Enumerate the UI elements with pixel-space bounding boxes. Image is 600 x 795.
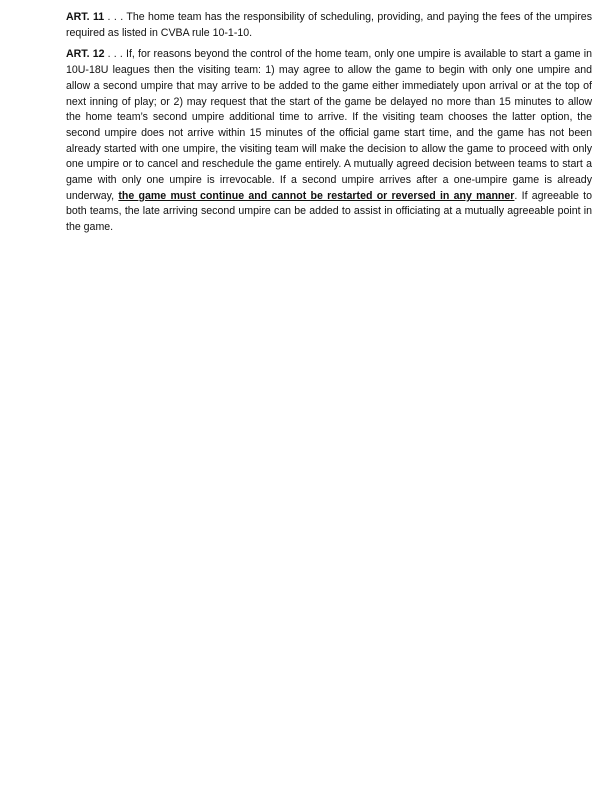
article-12-lead: . . .: [104, 48, 127, 61]
article-11-lead: . . .: [104, 11, 127, 23]
article-11-text: The home team has the responsibility of scheduling, providing, and paying the fees of the umpires required as listed in CVBA rule 10-1-10.: [66, 11, 592, 39]
article-12: [66, 47, 592, 235]
article-11: [66, 10, 592, 41]
document-page: [66, 10, 592, 242]
article-12-text-before: If, for reasons beyond the control of the home team, only one umpire is available to start a game in 10U-18U leagues then the visiting team: 1) may agree to allow the game to begin with only one umpire and allow a second umpire that may arrive to be added to the game either immediately upon arrival or at the top of next inning of play; or 2) may request that the start of the game be delayed no more than 15 minutes to allow the home team’s second umpire additional time to arrive. If the visiting team chooses the latter option, the second umpire does not arrive within 15 minutes of the official game start time, and the game has not been already started with one umpire, the visiting team will make the decision to allow the game to proceed with only one umpire or to cancel and reschedule the game entirely. A mutually agreed decision between teams to start a game with only one umpire is irrevocable. If a second umpire arrives after a one-umpire game is already underway,: [66, 48, 592, 202]
article-12-text-after: . If agreeable to both teams, the late arriving second umpire can be added to assist in officiating at a mutually agreeable point in the game.: [66, 189, 592, 234]
article-11-label: ART. 11: [66, 11, 105, 23]
article-12-label: ART. 12: [66, 48, 105, 61]
article-12-emphasis: the game must continue and cannot be restarted or reversed in any manner: [118, 189, 515, 202]
